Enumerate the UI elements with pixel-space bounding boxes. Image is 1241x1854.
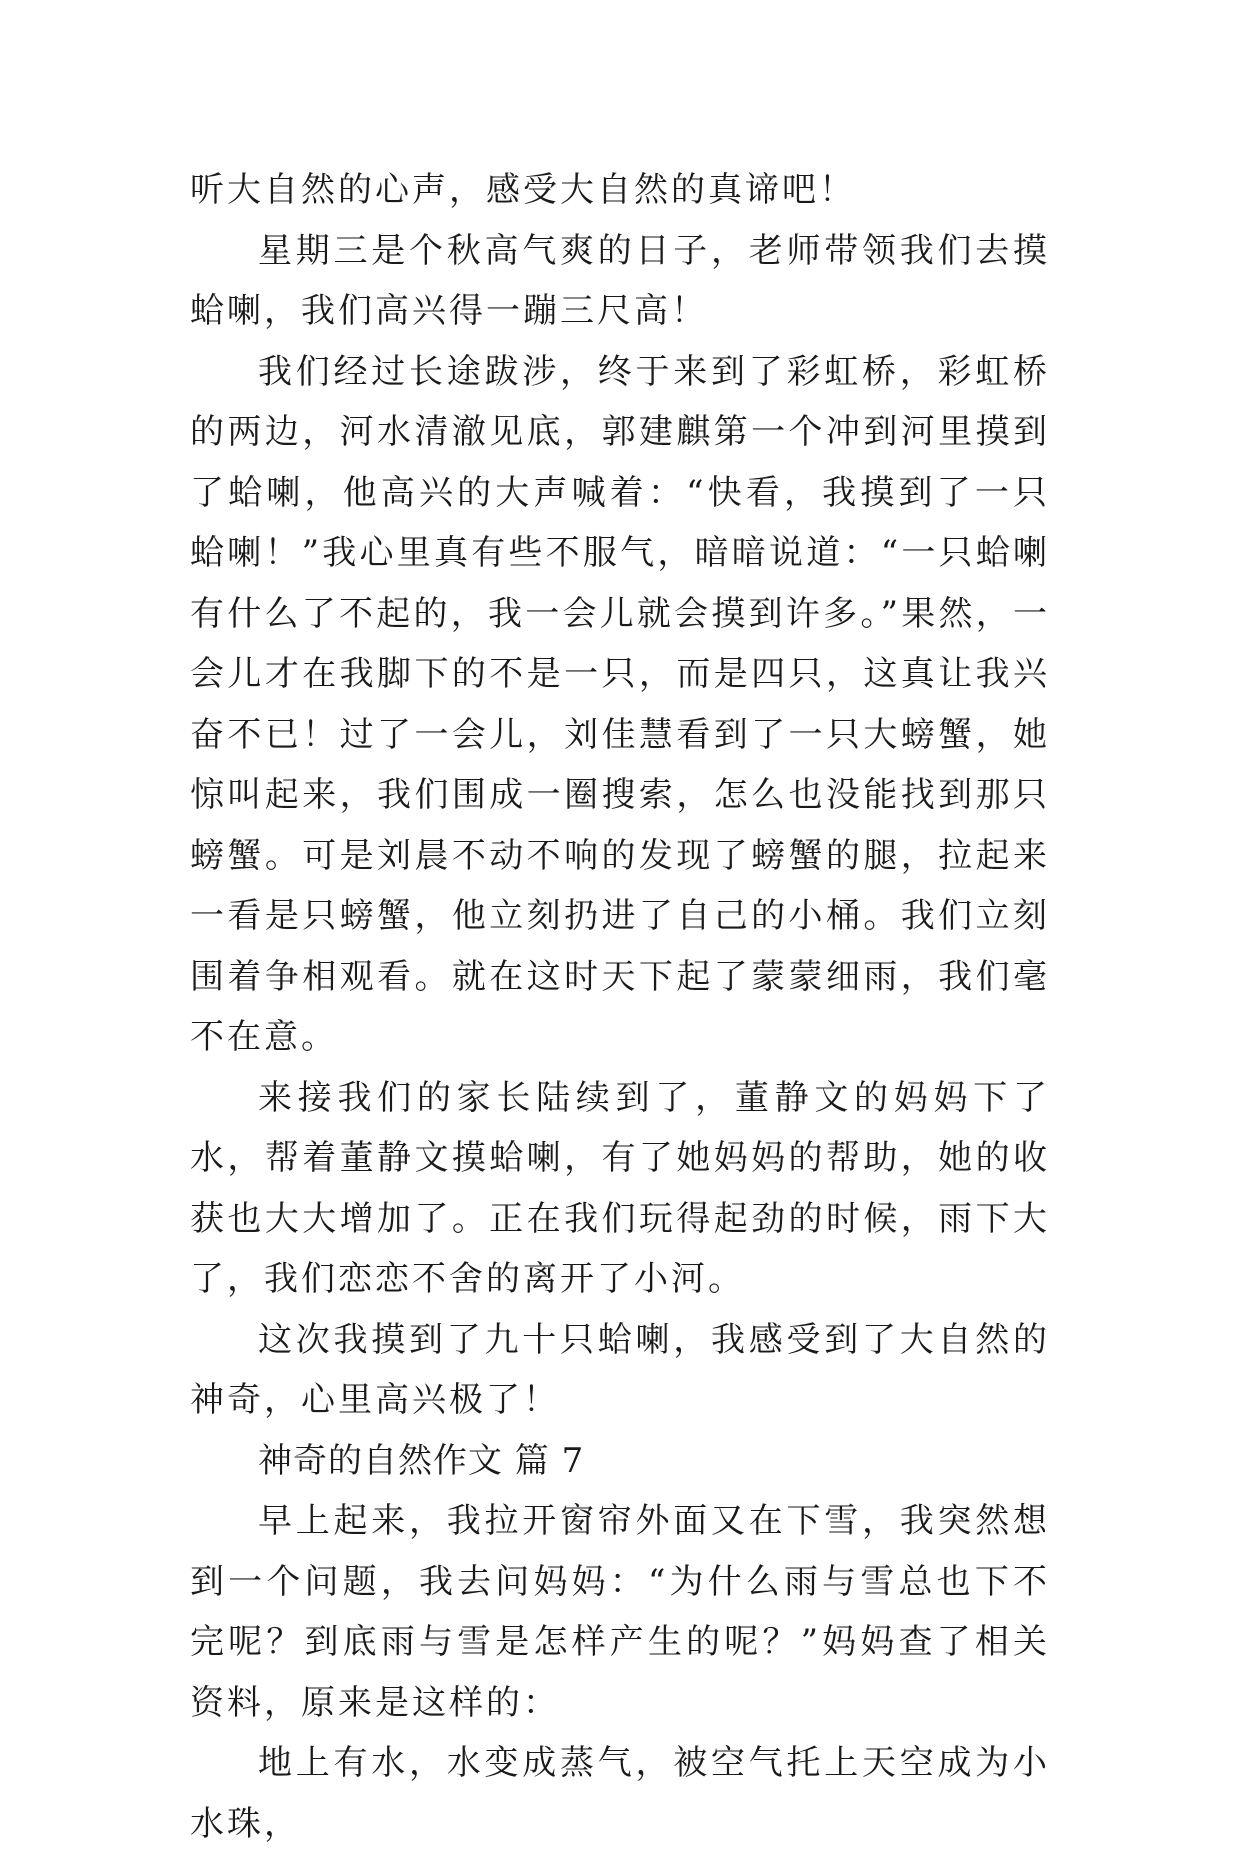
paragraph-2: 星期三是个秋高气爽的日子，老师带领我们去摸蛤喇，我们高兴得一蹦三尺高！ (190, 230, 1050, 331)
paragraph-3: 我们经过长途跋涉，终于来到了彩虹桥，彩虹桥的两边，河水清澈见底，郭建麒第一个冲到河里摸到了蛤喇，他高兴的大声喊着：“快看，我摸到了一只蛤喇！”我心里真有些不服气，暗暗说道：“一只蛤喇有什么了不起的，我一会儿就会摸到许多。”果然，一会儿才在我脚下的不是一只，而是四只，这真让我兴奋不已！过了一会儿，刘佳慧看到了一只大螃蟹，她惊叫起来，我们围成一圈搜索，怎么也没能找到那只螃蟹。可是刘晨不动不响的发现了螃蟹的腿，拉起来一看是只螃蟹，他立刻扔进了自己的小桶。我们立刻围着争相观看。就在这时天下起了蒙蒙细雨，我们毫不在意。 (190, 351, 1050, 1057)
paragraph-6: 早上起来，我拉开窗帘外面又在下雪，我突然想到一个问题，我去问妈妈：“为什么雨与雪总也下不完呢？到底雨与雪是怎样产生的呢？”妈妈查了相关资料，原来是这样的： (190, 1501, 1050, 1723)
paragraph-7: 地上有水，水变成蒸气，被空气托上天空成为小水珠， (190, 1743, 1050, 1844)
paragraph-5: 这次我摸到了九十只蛤喇，我感受到了大自然的神奇，心里高兴极了！ (190, 1319, 1050, 1420)
paragraph-4: 来接我们的家长陆续到了，董静文的妈妈下了水，帮着董静文摸蛤喇，有了她妈妈的帮助，她的收获也大大增加了。正在我们玩得起劲的时候，雨下大了，我们恋恋不舍的离开了小河。 (190, 1077, 1050, 1299)
section-heading: 神奇的自然作文 篇 7 (258, 1440, 585, 1481)
paragraph-1: 听大自然的心声，感受大自然的真谛吧！ (190, 170, 856, 210)
document-body (190, 160, 1050, 1854)
